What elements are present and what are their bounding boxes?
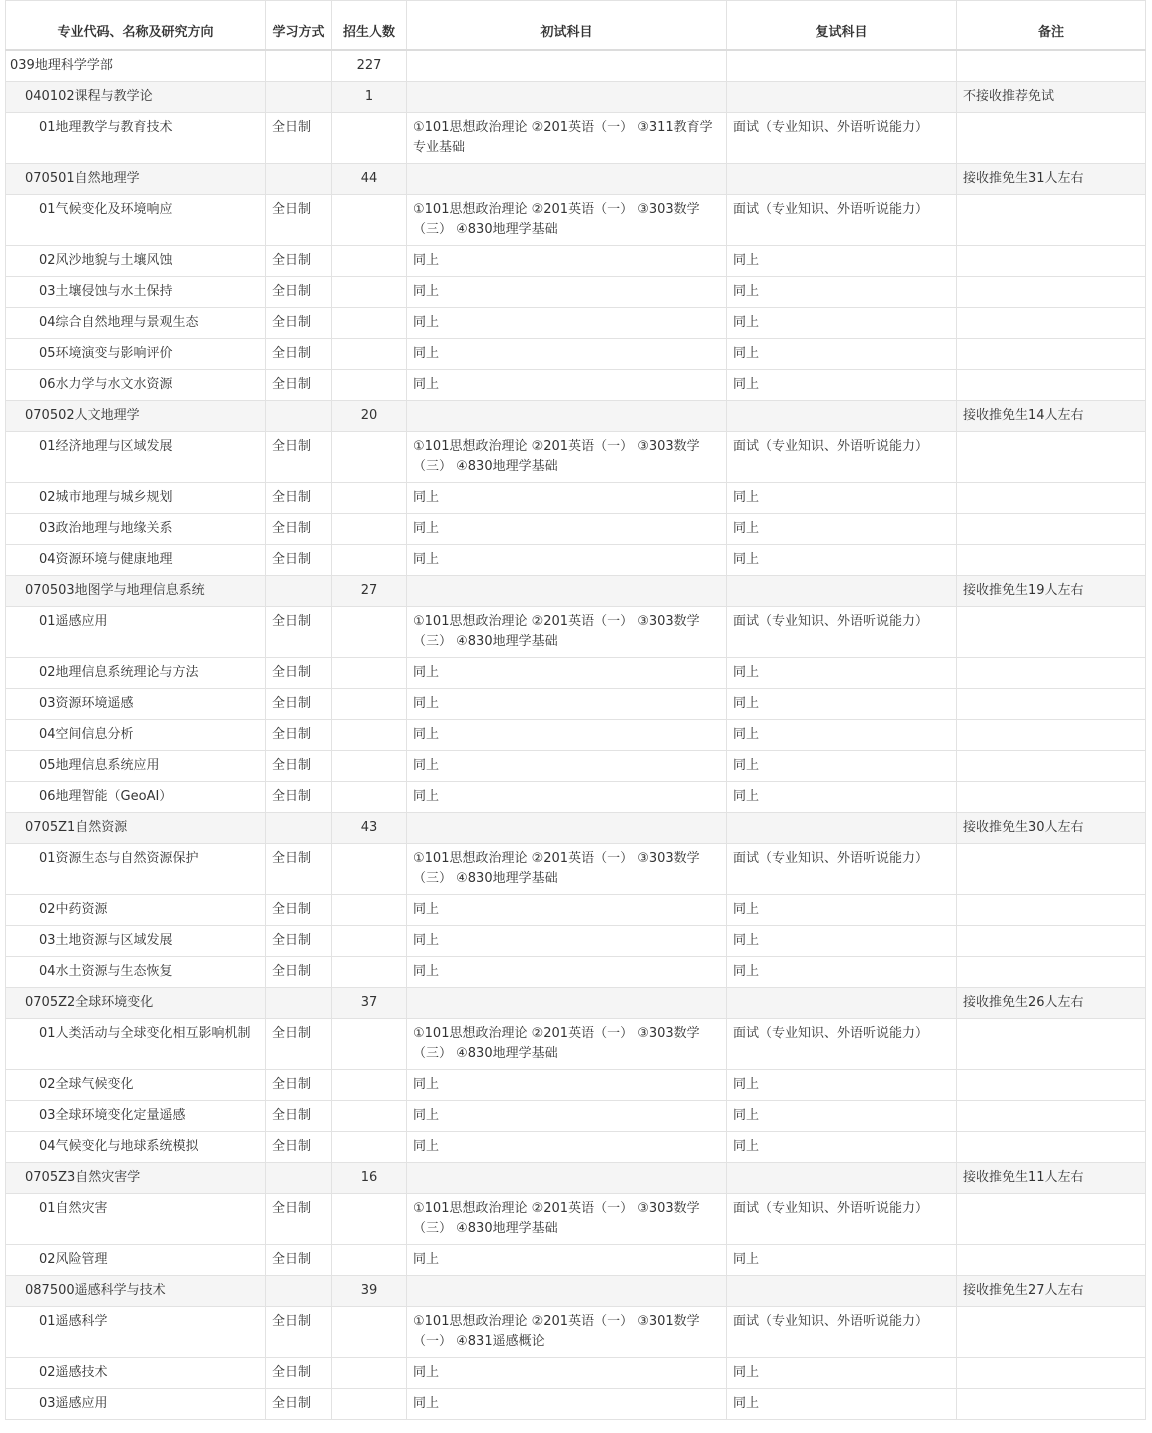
cell-note <box>957 658 1146 689</box>
direction-row <box>6 514 1146 545</box>
cell-initial-exam: 同上 <box>407 545 727 576</box>
cell-quota <box>332 689 407 720</box>
cell-quota <box>332 1194 407 1245</box>
cell-major-name: 06水力学与水文水资源 <box>6 370 266 401</box>
cell-major-name: 03全球环境变化定量遥感 <box>6 1101 266 1132</box>
cell-major-name: 0705Z3自然灾害学 <box>6 1163 266 1194</box>
cell-study-mode: 全日制 <box>266 339 332 370</box>
cell-retest: 同上 <box>727 926 957 957</box>
department-row <box>6 50 1146 82</box>
cell-note <box>957 483 1146 514</box>
direction-row <box>6 339 1146 370</box>
cell-initial-exam <box>407 1276 727 1307</box>
table-header-row <box>6 1 1146 51</box>
major-row <box>6 813 1146 844</box>
cell-note <box>957 607 1146 658</box>
cell-major-name: 01遥感应用 <box>6 607 266 658</box>
cell-major-name: 02风险管理 <box>6 1245 266 1276</box>
cell-initial-exam: ①101思想政治理论 ②201英语（一） ③303数学（三） ④830地理学基础 <box>407 607 727 658</box>
direction-row <box>6 308 1146 339</box>
cell-note <box>957 339 1146 370</box>
cell-study-mode: 全日制 <box>266 1194 332 1245</box>
cell-major-name: 02中药资源 <box>6 895 266 926</box>
direction-row <box>6 113 1146 164</box>
cell-quota <box>332 658 407 689</box>
cell-study-mode <box>266 50 332 82</box>
cell-note <box>957 689 1146 720</box>
cell-initial-exam <box>407 164 727 195</box>
cell-quota <box>332 926 407 957</box>
direction-row <box>6 689 1146 720</box>
cell-retest: 同上 <box>727 658 957 689</box>
cell-retest: 同上 <box>727 720 957 751</box>
cell-major-name: 03政治地理与地缘关系 <box>6 514 266 545</box>
cell-note <box>957 720 1146 751</box>
cell-quota: 16 <box>332 1163 407 1194</box>
cell-retest <box>727 1276 957 1307</box>
cell-retest <box>727 813 957 844</box>
cell-note <box>957 926 1146 957</box>
direction-row <box>6 1019 1146 1070</box>
cell-initial-exam: 同上 <box>407 658 727 689</box>
cell-quota <box>332 1019 407 1070</box>
cell-major-name: 04综合自然地理与景观生态 <box>6 308 266 339</box>
cell-quota: 39 <box>332 1276 407 1307</box>
direction-row <box>6 720 1146 751</box>
cell-major-name: 01遥感科学 <box>6 1307 266 1358</box>
cell-major-name: 04资源环境与健康地理 <box>6 545 266 576</box>
cell-study-mode: 全日制 <box>266 195 332 246</box>
cell-retest: 同上 <box>727 1070 957 1101</box>
cell-initial-exam: 同上 <box>407 1101 727 1132</box>
cell-major-name: 04气候变化与地球系统模拟 <box>6 1132 266 1163</box>
cell-retest: 同上 <box>727 370 957 401</box>
direction-row <box>6 1358 1146 1389</box>
cell-retest: 同上 <box>727 308 957 339</box>
cell-study-mode: 全日制 <box>266 720 332 751</box>
cell-note: 不接收推荐免试 <box>957 82 1146 113</box>
cell-initial-exam <box>407 988 727 1019</box>
cell-note <box>957 844 1146 895</box>
header-retest: 复试科目 <box>727 1 957 51</box>
cell-retest: 同上 <box>727 483 957 514</box>
direction-row <box>6 277 1146 308</box>
cell-retest: 同上 <box>727 339 957 370</box>
cell-major-name: 01地理教学与教育技术 <box>6 113 266 164</box>
cell-study-mode: 全日制 <box>266 246 332 277</box>
cell-major-name: 01经济地理与区域发展 <box>6 432 266 483</box>
direction-row <box>6 607 1146 658</box>
direction-row <box>6 844 1146 895</box>
cell-study-mode: 全日制 <box>266 926 332 957</box>
cell-quota <box>332 432 407 483</box>
cell-note <box>957 370 1146 401</box>
cell-quota <box>332 751 407 782</box>
cell-initial-exam: ①101思想政治理论 ②201英语（一） ③301数学（一） ④831遥感概论 <box>407 1307 727 1358</box>
cell-initial-exam: 同上 <box>407 957 727 988</box>
cell-retest: 同上 <box>727 1101 957 1132</box>
direction-row <box>6 1132 1146 1163</box>
cell-major-name: 01气候变化及环境响应 <box>6 195 266 246</box>
cell-study-mode: 全日制 <box>266 689 332 720</box>
cell-note <box>957 1194 1146 1245</box>
cell-retest: 同上 <box>727 277 957 308</box>
cell-major-name: 03遥感应用 <box>6 1389 266 1420</box>
cell-initial-exam <box>407 813 727 844</box>
cell-retest: 面试（专业知识、外语听说能力） <box>727 432 957 483</box>
cell-quota <box>332 514 407 545</box>
cell-study-mode <box>266 1276 332 1307</box>
cell-retest: 面试（专业知识、外语听说能力） <box>727 844 957 895</box>
cell-retest: 同上 <box>727 751 957 782</box>
header-initial-exam: 初试科目 <box>407 1 727 51</box>
major-row <box>6 401 1146 432</box>
cell-study-mode <box>266 1163 332 1194</box>
direction-row <box>6 545 1146 576</box>
cell-initial-exam: 同上 <box>407 483 727 514</box>
direction-row <box>6 895 1146 926</box>
cell-major-name: 04空间信息分析 <box>6 720 266 751</box>
direction-row <box>6 658 1146 689</box>
cell-retest: 面试（专业知识、外语听说能力） <box>727 607 957 658</box>
cell-quota <box>332 1070 407 1101</box>
major-row <box>6 164 1146 195</box>
cell-quota <box>332 957 407 988</box>
cell-study-mode <box>266 82 332 113</box>
cell-note <box>957 50 1146 82</box>
cell-note <box>957 1245 1146 1276</box>
direction-row <box>6 1389 1146 1420</box>
cell-retest: 同上 <box>727 545 957 576</box>
cell-quota <box>332 782 407 813</box>
cell-note <box>957 545 1146 576</box>
cell-study-mode <box>266 401 332 432</box>
direction-row <box>6 1307 1146 1358</box>
cell-retest: 同上 <box>727 1389 957 1420</box>
cell-initial-exam: 同上 <box>407 782 727 813</box>
cell-study-mode <box>266 813 332 844</box>
cell-initial-exam: 同上 <box>407 895 727 926</box>
cell-note <box>957 1019 1146 1070</box>
cell-initial-exam <box>407 1163 727 1194</box>
cell-major-name: 01资源生态与自然资源保护 <box>6 844 266 895</box>
cell-quota <box>332 1389 407 1420</box>
cell-quota <box>332 246 407 277</box>
cell-retest: 面试（专业知识、外语听说能力） <box>727 195 957 246</box>
cell-initial-exam: 同上 <box>407 1132 727 1163</box>
cell-major-name: 0705Z2全球环境变化 <box>6 988 266 1019</box>
cell-initial-exam <box>407 50 727 82</box>
cell-initial-exam: 同上 <box>407 1245 727 1276</box>
header-mode: 学习方式 <box>266 1 332 51</box>
admissions-table <box>5 0 1146 1420</box>
cell-note <box>957 1132 1146 1163</box>
major-row <box>6 82 1146 113</box>
cell-retest: 面试（专业知识、外语听说能力） <box>727 1019 957 1070</box>
cell-note <box>957 514 1146 545</box>
cell-study-mode: 全日制 <box>266 1019 332 1070</box>
cell-study-mode: 全日制 <box>266 1132 332 1163</box>
cell-quota <box>332 1358 407 1389</box>
direction-row <box>6 483 1146 514</box>
cell-note <box>957 246 1146 277</box>
cell-study-mode: 全日制 <box>266 545 332 576</box>
cell-major-name: 02风沙地貌与土壤风蚀 <box>6 246 266 277</box>
cell-retest: 同上 <box>727 689 957 720</box>
cell-initial-exam: 同上 <box>407 246 727 277</box>
cell-note <box>957 1358 1146 1389</box>
cell-major-name: 02城市地理与城乡规划 <box>6 483 266 514</box>
cell-note <box>957 277 1146 308</box>
cell-study-mode: 全日制 <box>266 658 332 689</box>
cell-major-name: 040102课程与教学论 <box>6 82 266 113</box>
cell-initial-exam: 同上 <box>407 308 727 339</box>
cell-quota: 1 <box>332 82 407 113</box>
cell-initial-exam: 同上 <box>407 689 727 720</box>
cell-major-name: 039地理科学学部 <box>6 50 266 82</box>
direction-row <box>6 246 1146 277</box>
direction-row <box>6 432 1146 483</box>
cell-note: 接收推免生11人左右 <box>957 1163 1146 1194</box>
cell-major-name: 087500遥感科学与技术 <box>6 1276 266 1307</box>
cell-study-mode: 全日制 <box>266 113 332 164</box>
cell-note: 接收推免生14人左右 <box>957 401 1146 432</box>
cell-study-mode <box>266 164 332 195</box>
cell-retest: 同上 <box>727 1245 957 1276</box>
cell-initial-exam: ①101思想政治理论 ②201英语（一） ③303数学（三） ④830地理学基础 <box>407 1194 727 1245</box>
cell-quota <box>332 370 407 401</box>
cell-note <box>957 308 1146 339</box>
cell-initial-exam: ①101思想政治理论 ②201英语（一） ③303数学（三） ④830地理学基础 <box>407 1019 727 1070</box>
cell-initial-exam: ①101思想政治理论 ②201英语（一） ③303数学（三） ④830地理学基础 <box>407 195 727 246</box>
cell-retest: 面试（专业知识、外语听说能力） <box>727 1194 957 1245</box>
cell-study-mode: 全日制 <box>266 277 332 308</box>
cell-major-name: 070502人文地理学 <box>6 401 266 432</box>
cell-quota <box>332 308 407 339</box>
cell-major-name: 070501自然地理学 <box>6 164 266 195</box>
cell-major-name: 01自然灾害 <box>6 1194 266 1245</box>
direction-row <box>6 751 1146 782</box>
cell-quota <box>332 844 407 895</box>
cell-quota: 44 <box>332 164 407 195</box>
cell-note <box>957 957 1146 988</box>
cell-retest: 同上 <box>727 1358 957 1389</box>
cell-study-mode: 全日制 <box>266 1245 332 1276</box>
cell-quota <box>332 607 407 658</box>
cell-major-name: 02全球气候变化 <box>6 1070 266 1101</box>
cell-study-mode: 全日制 <box>266 483 332 514</box>
cell-retest <box>727 401 957 432</box>
cell-initial-exam <box>407 82 727 113</box>
cell-initial-exam: 同上 <box>407 720 727 751</box>
cell-retest: 同上 <box>727 1132 957 1163</box>
cell-retest: 同上 <box>727 957 957 988</box>
direction-row <box>6 1101 1146 1132</box>
cell-quota: 27 <box>332 576 407 607</box>
cell-major-name: 02地理信息系统理论与方法 <box>6 658 266 689</box>
cell-note <box>957 895 1146 926</box>
direction-row <box>6 957 1146 988</box>
cell-study-mode: 全日制 <box>266 751 332 782</box>
cell-study-mode: 全日制 <box>266 1070 332 1101</box>
cell-major-name: 03土壤侵蚀与水土保持 <box>6 277 266 308</box>
cell-quota <box>332 720 407 751</box>
cell-retest <box>727 50 957 82</box>
cell-major-name: 03土地资源与区域发展 <box>6 926 266 957</box>
cell-quota <box>332 545 407 576</box>
cell-major-name: 06地理智能（GeoAI） <box>6 782 266 813</box>
major-row <box>6 1163 1146 1194</box>
cell-initial-exam: 同上 <box>407 1389 727 1420</box>
cell-retest <box>727 82 957 113</box>
direction-row <box>6 1194 1146 1245</box>
cell-note: 接收推免生31人左右 <box>957 164 1146 195</box>
cell-retest: 同上 <box>727 514 957 545</box>
cell-study-mode: 全日制 <box>266 370 332 401</box>
header-major: 专业代码、名称及研究方向 <box>6 1 266 51</box>
table-body <box>6 50 1146 1420</box>
cell-initial-exam: 同上 <box>407 514 727 545</box>
cell-note: 接收推免生26人左右 <box>957 988 1146 1019</box>
cell-study-mode: 全日制 <box>266 607 332 658</box>
direction-row <box>6 1245 1146 1276</box>
cell-note <box>957 195 1146 246</box>
cell-retest <box>727 1163 957 1194</box>
cell-quota <box>332 1132 407 1163</box>
direction-row <box>6 782 1146 813</box>
cell-initial-exam: 同上 <box>407 1070 727 1101</box>
cell-study-mode: 全日制 <box>266 1358 332 1389</box>
cell-note <box>957 1307 1146 1358</box>
direction-row <box>6 926 1146 957</box>
cell-initial-exam: 同上 <box>407 277 727 308</box>
cell-study-mode: 全日制 <box>266 514 332 545</box>
cell-retest: 面试（专业知识、外语听说能力） <box>727 113 957 164</box>
cell-quota <box>332 195 407 246</box>
cell-study-mode: 全日制 <box>266 308 332 339</box>
cell-retest <box>727 576 957 607</box>
cell-note <box>957 782 1146 813</box>
cell-retest: 同上 <box>727 895 957 926</box>
cell-study-mode <box>266 576 332 607</box>
cell-major-name: 070503地图学与地理信息系统 <box>6 576 266 607</box>
major-row <box>6 576 1146 607</box>
cell-initial-exam: 同上 <box>407 370 727 401</box>
cell-retest: 同上 <box>727 246 957 277</box>
cell-note <box>957 1070 1146 1101</box>
direction-row <box>6 370 1146 401</box>
cell-note <box>957 432 1146 483</box>
cell-initial-exam <box>407 576 727 607</box>
cell-note <box>957 1101 1146 1132</box>
cell-study-mode: 全日制 <box>266 432 332 483</box>
cell-initial-exam: 同上 <box>407 751 727 782</box>
cell-quota <box>332 1245 407 1276</box>
cell-study-mode: 全日制 <box>266 957 332 988</box>
cell-quota <box>332 1307 407 1358</box>
cell-study-mode: 全日制 <box>266 1101 332 1132</box>
cell-retest: 同上 <box>727 782 957 813</box>
cell-quota: 37 <box>332 988 407 1019</box>
cell-quota <box>332 339 407 370</box>
cell-study-mode <box>266 988 332 1019</box>
cell-note <box>957 1389 1146 1420</box>
major-row <box>6 988 1146 1019</box>
cell-quota <box>332 483 407 514</box>
cell-quota <box>332 1101 407 1132</box>
cell-study-mode: 全日制 <box>266 895 332 926</box>
cell-quota <box>332 277 407 308</box>
cell-major-name: 05环境演变与影响评价 <box>6 339 266 370</box>
cell-note <box>957 113 1146 164</box>
cell-initial-exam: ①101思想政治理论 ②201英语（一） ③303数学（三） ④830地理学基础 <box>407 844 727 895</box>
cell-initial-exam: 同上 <box>407 926 727 957</box>
cell-initial-exam <box>407 401 727 432</box>
cell-major-name: 05地理信息系统应用 <box>6 751 266 782</box>
cell-note: 接收推免生27人左右 <box>957 1276 1146 1307</box>
direction-row <box>6 195 1146 246</box>
cell-initial-exam: 同上 <box>407 1358 727 1389</box>
cell-study-mode: 全日制 <box>266 782 332 813</box>
cell-study-mode: 全日制 <box>266 1307 332 1358</box>
cell-quota: 43 <box>332 813 407 844</box>
cell-note: 接收推免生19人左右 <box>957 576 1146 607</box>
header-quota: 招生人数 <box>332 1 407 51</box>
cell-major-name: 03资源环境遥感 <box>6 689 266 720</box>
cell-major-name: 04水土资源与生态恢复 <box>6 957 266 988</box>
cell-note <box>957 751 1146 782</box>
cell-quota <box>332 113 407 164</box>
cell-initial-exam: ①101思想政治理论 ②201英语（一） ③311教育学专业基础 <box>407 113 727 164</box>
cell-initial-exam: ①101思想政治理论 ②201英语（一） ③303数学（三） ④830地理学基础 <box>407 432 727 483</box>
cell-major-name: 02遥感技术 <box>6 1358 266 1389</box>
cell-retest <box>727 988 957 1019</box>
cell-initial-exam: 同上 <box>407 339 727 370</box>
major-row <box>6 1276 1146 1307</box>
cell-major-name: 0705Z1自然资源 <box>6 813 266 844</box>
direction-row <box>6 1070 1146 1101</box>
cell-note: 接收推免生30人左右 <box>957 813 1146 844</box>
cell-study-mode: 全日制 <box>266 844 332 895</box>
cell-study-mode: 全日制 <box>266 1389 332 1420</box>
header-note: 备注 <box>957 1 1146 51</box>
cell-major-name: 01人类活动与全球变化相互影响机制 <box>6 1019 266 1070</box>
cell-retest: 面试（专业知识、外语听说能力） <box>727 1307 957 1358</box>
cell-retest <box>727 164 957 195</box>
cell-quota: 20 <box>332 401 407 432</box>
cell-quota <box>332 895 407 926</box>
cell-quota: 227 <box>332 50 407 82</box>
